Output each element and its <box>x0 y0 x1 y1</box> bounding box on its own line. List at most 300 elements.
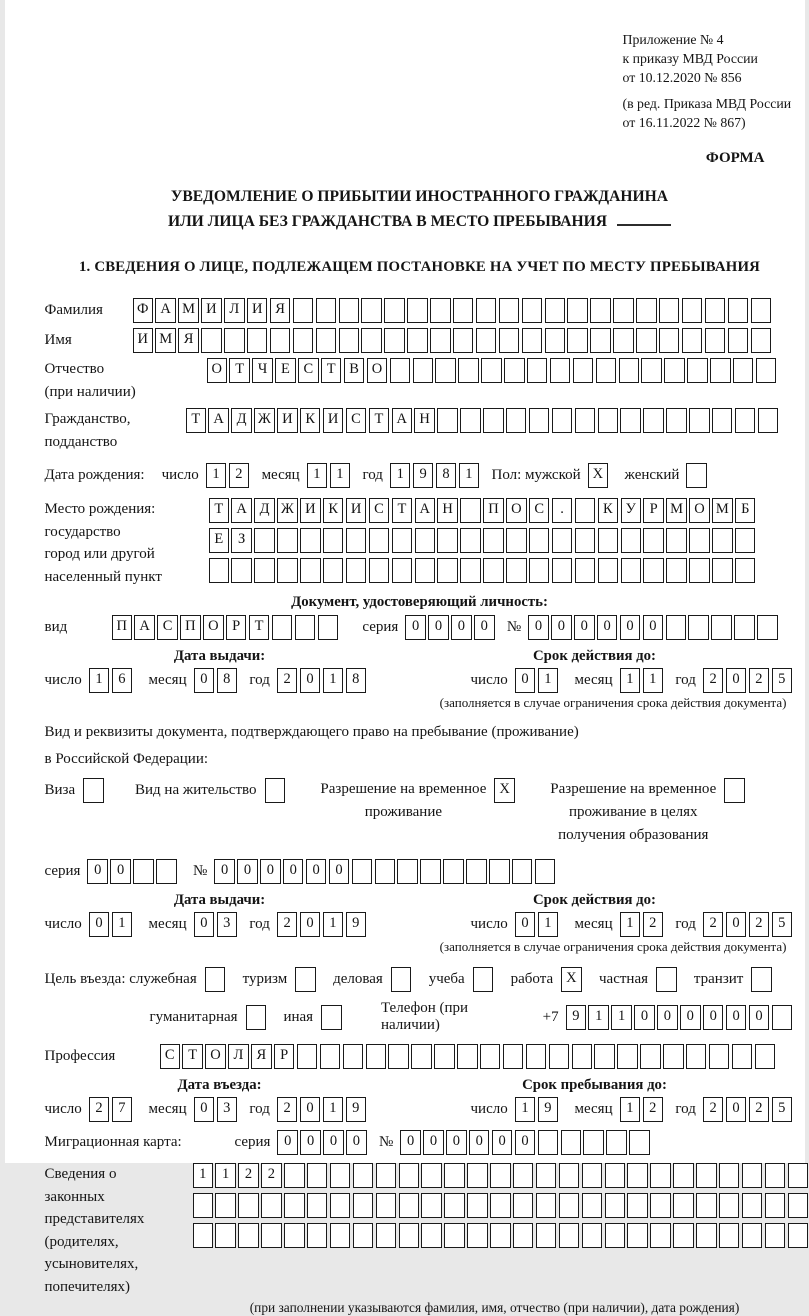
char-box[interactable]: Т <box>186 408 207 433</box>
char-box[interactable] <box>224 328 245 353</box>
char-box[interactable]: 0 <box>515 668 536 693</box>
char-box[interactable]: . <box>552 498 573 523</box>
char-box[interactable] <box>689 408 710 433</box>
char-box[interactable]: И <box>277 408 298 433</box>
char-box[interactable]: 0 <box>657 1005 678 1030</box>
char-box[interactable] <box>594 1044 615 1069</box>
char-box[interactable] <box>575 498 596 523</box>
char-box[interactable]: X <box>561 967 582 992</box>
char-box[interactable]: С <box>346 408 367 433</box>
char-box[interactable]: 8 <box>436 463 457 488</box>
char-box[interactable] <box>567 328 588 353</box>
char-box[interactable] <box>522 328 543 353</box>
char-box[interactable] <box>392 528 413 553</box>
char-box[interactable]: 2 <box>703 912 724 937</box>
char-box[interactable] <box>696 1193 717 1218</box>
char-box[interactable]: 0 <box>680 1005 701 1030</box>
char-box[interactable] <box>513 1193 534 1218</box>
char-box[interactable] <box>529 528 550 553</box>
char-box[interactable] <box>330 1163 351 1188</box>
char-box[interactable] <box>277 558 298 583</box>
char-box[interactable]: Р <box>643 498 664 523</box>
char-box[interactable]: 1 <box>112 912 133 937</box>
char-box[interactable] <box>687 358 708 383</box>
char-box[interactable] <box>696 1163 717 1188</box>
char-box[interactable] <box>636 298 657 323</box>
char-box[interactable] <box>650 1223 671 1248</box>
char-box[interactable]: 0 <box>749 1005 770 1030</box>
char-box[interactable]: 2 <box>261 1163 282 1188</box>
char-box[interactable] <box>613 298 634 323</box>
char-box[interactable] <box>617 1044 638 1069</box>
char-box[interactable]: 0 <box>194 668 215 693</box>
char-box[interactable] <box>483 558 504 583</box>
char-box[interactable]: 2 <box>643 1097 664 1122</box>
char-box[interactable] <box>247 328 268 353</box>
char-box[interactable] <box>712 558 733 583</box>
char-box[interactable]: 1 <box>538 912 559 937</box>
char-box[interactable]: 0 <box>446 1130 467 1155</box>
char-box[interactable]: Д <box>254 498 275 523</box>
char-box[interactable]: Я <box>270 298 291 323</box>
char-box[interactable]: X <box>588 463 609 488</box>
char-box[interactable] <box>366 1044 387 1069</box>
char-box[interactable] <box>321 1005 342 1030</box>
char-box[interactable]: 0 <box>528 615 549 640</box>
char-box[interactable] <box>529 558 550 583</box>
char-box[interactable] <box>719 1163 740 1188</box>
char-box[interactable] <box>420 859 441 884</box>
char-box[interactable]: П <box>112 615 133 640</box>
char-box[interactable]: 0 <box>214 859 235 884</box>
char-box[interactable] <box>573 358 594 383</box>
char-box[interactable]: X <box>494 778 515 803</box>
char-box[interactable] <box>513 1223 534 1248</box>
char-box[interactable]: Ж <box>254 408 275 433</box>
char-box[interactable]: 8 <box>217 668 238 693</box>
char-box[interactable] <box>733 358 754 383</box>
char-box[interactable] <box>444 1193 465 1218</box>
char-box[interactable] <box>270 328 291 353</box>
char-box[interactable]: 2 <box>277 912 298 937</box>
char-box[interactable] <box>664 358 685 383</box>
char-box[interactable] <box>453 328 474 353</box>
char-box[interactable] <box>605 1193 626 1218</box>
char-box[interactable] <box>757 615 778 640</box>
char-box[interactable] <box>751 298 772 323</box>
char-box[interactable] <box>598 528 619 553</box>
char-box[interactable]: 5 <box>772 912 793 937</box>
char-box[interactable] <box>397 859 418 884</box>
char-box[interactable] <box>300 558 321 583</box>
char-box[interactable]: 0 <box>87 859 108 884</box>
char-box[interactable] <box>627 1163 648 1188</box>
char-box[interactable]: Е <box>275 358 296 383</box>
char-box[interactable]: 6 <box>112 668 133 693</box>
char-box[interactable]: 0 <box>726 668 747 693</box>
char-box[interactable]: 1 <box>538 668 559 693</box>
char-box[interactable]: О <box>205 1044 226 1069</box>
char-box[interactable]: Д <box>231 408 252 433</box>
char-box[interactable] <box>582 1163 603 1188</box>
char-box[interactable]: 0 <box>474 615 495 640</box>
char-box[interactable] <box>421 1193 442 1218</box>
char-box[interactable]: 0 <box>260 859 281 884</box>
char-box[interactable]: Л <box>224 298 245 323</box>
char-box[interactable]: 0 <box>400 1130 421 1155</box>
char-box[interactable] <box>552 558 573 583</box>
char-box[interactable]: Н <box>414 408 435 433</box>
char-box[interactable] <box>582 1193 603 1218</box>
char-box[interactable]: 0 <box>469 1130 490 1155</box>
char-box[interactable] <box>755 1044 776 1069</box>
char-box[interactable]: Т <box>182 1044 203 1069</box>
char-box[interactable] <box>666 528 687 553</box>
char-box[interactable] <box>627 1223 648 1248</box>
char-box[interactable] <box>246 1005 267 1030</box>
char-box[interactable]: П <box>483 498 504 523</box>
char-box[interactable] <box>460 558 481 583</box>
char-box[interactable]: 0 <box>726 1005 747 1030</box>
char-box[interactable] <box>421 1163 442 1188</box>
char-box[interactable] <box>483 528 504 553</box>
char-box[interactable] <box>724 778 745 803</box>
char-box[interactable]: А <box>208 408 229 433</box>
char-box[interactable]: 0 <box>703 1005 724 1030</box>
char-box[interactable]: 8 <box>346 668 367 693</box>
char-box[interactable]: С <box>529 498 550 523</box>
char-box[interactable]: 0 <box>346 1130 367 1155</box>
char-box[interactable] <box>473 967 494 992</box>
char-box[interactable] <box>318 615 339 640</box>
char-box[interactable] <box>536 1193 557 1218</box>
char-box[interactable] <box>421 1223 442 1248</box>
char-box[interactable] <box>598 558 619 583</box>
char-box[interactable] <box>390 358 411 383</box>
char-box[interactable]: 1 <box>459 463 480 488</box>
char-box[interactable]: 1 <box>323 1097 344 1122</box>
char-box[interactable]: 2 <box>643 912 664 937</box>
char-box[interactable] <box>686 1044 707 1069</box>
char-box[interactable] <box>710 358 731 383</box>
char-box[interactable] <box>353 1163 374 1188</box>
char-box[interactable] <box>689 528 710 553</box>
char-box[interactable] <box>506 528 527 553</box>
char-box[interactable] <box>673 1193 694 1218</box>
char-box[interactable] <box>605 1163 626 1188</box>
char-box[interactable] <box>353 1193 374 1218</box>
char-box[interactable]: 0 <box>323 1130 344 1155</box>
char-box[interactable]: 2 <box>703 668 724 693</box>
char-box[interactable]: А <box>231 498 252 523</box>
char-box[interactable]: 2 <box>277 1097 298 1122</box>
char-box[interactable] <box>711 615 732 640</box>
char-box[interactable]: Т <box>229 358 250 383</box>
char-box[interactable] <box>696 1223 717 1248</box>
char-box[interactable] <box>620 408 641 433</box>
char-box[interactable]: 9 <box>346 1097 367 1122</box>
char-box[interactable]: М <box>712 498 733 523</box>
char-box[interactable] <box>156 859 177 884</box>
char-box[interactable] <box>712 528 733 553</box>
char-box[interactable]: Н <box>437 498 458 523</box>
char-box[interactable] <box>663 1044 684 1069</box>
char-box[interactable]: 1 <box>611 1005 632 1030</box>
char-box[interactable]: О <box>203 615 224 640</box>
char-box[interactable] <box>582 1223 603 1248</box>
char-box[interactable] <box>673 1223 694 1248</box>
char-box[interactable] <box>788 1163 809 1188</box>
char-box[interactable] <box>411 1044 432 1069</box>
char-box[interactable] <box>756 358 777 383</box>
char-box[interactable]: 7 <box>112 1097 133 1122</box>
char-box[interactable] <box>529 408 550 433</box>
char-box[interactable]: Б <box>735 498 756 523</box>
char-box[interactable] <box>376 1163 397 1188</box>
char-box[interactable] <box>343 1044 364 1069</box>
char-box[interactable] <box>307 1193 328 1218</box>
char-box[interactable] <box>483 408 504 433</box>
char-box[interactable] <box>238 1223 259 1248</box>
char-box[interactable]: Е <box>209 528 230 553</box>
char-box[interactable] <box>415 558 436 583</box>
char-box[interactable]: Т <box>249 615 270 640</box>
char-box[interactable]: О <box>689 498 710 523</box>
char-box[interactable]: И <box>346 498 367 523</box>
char-box[interactable]: О <box>207 358 228 383</box>
char-box[interactable]: 1 <box>390 463 411 488</box>
char-box[interactable]: 2 <box>229 463 250 488</box>
char-box[interactable] <box>590 328 611 353</box>
char-box[interactable] <box>353 1223 374 1248</box>
char-box[interactable] <box>467 1223 488 1248</box>
char-box[interactable] <box>567 298 588 323</box>
char-box[interactable]: 1 <box>323 912 344 937</box>
char-box[interactable] <box>480 1044 501 1069</box>
char-box[interactable] <box>728 298 749 323</box>
char-box[interactable] <box>458 358 479 383</box>
char-box[interactable] <box>561 1130 582 1155</box>
char-box[interactable]: 1 <box>620 668 641 693</box>
char-box[interactable] <box>742 1163 763 1188</box>
char-box[interactable]: 1 <box>89 668 110 693</box>
char-box[interactable]: У <box>621 498 642 523</box>
char-box[interactable] <box>527 358 548 383</box>
char-box[interactable] <box>765 1223 786 1248</box>
char-box[interactable]: 0 <box>551 615 572 640</box>
char-box[interactable]: С <box>298 358 319 383</box>
char-box[interactable]: О <box>506 498 527 523</box>
char-box[interactable]: 0 <box>194 1097 215 1122</box>
char-box[interactable]: 0 <box>634 1005 655 1030</box>
char-box[interactable] <box>705 298 726 323</box>
char-box[interactable] <box>765 1193 786 1218</box>
char-box[interactable]: 0 <box>574 615 595 640</box>
char-box[interactable] <box>536 1223 557 1248</box>
char-box[interactable] <box>575 558 596 583</box>
char-box[interactable] <box>261 1193 282 1218</box>
char-box[interactable] <box>443 859 464 884</box>
char-box[interactable] <box>399 1223 420 1248</box>
char-box[interactable] <box>293 298 314 323</box>
char-box[interactable] <box>549 1044 570 1069</box>
char-box[interactable] <box>361 328 382 353</box>
char-box[interactable] <box>550 358 571 383</box>
char-box[interactable] <box>399 1193 420 1218</box>
char-box[interactable]: 1 <box>323 668 344 693</box>
char-box[interactable]: Ч <box>252 358 273 383</box>
char-box[interactable] <box>732 1044 753 1069</box>
char-box[interactable] <box>457 1044 478 1069</box>
char-box[interactable]: 2 <box>749 668 770 693</box>
char-box[interactable] <box>215 1223 236 1248</box>
char-box[interactable]: 0 <box>306 859 327 884</box>
char-box[interactable]: И <box>201 298 222 323</box>
char-box[interactable] <box>330 1223 351 1248</box>
char-box[interactable] <box>673 1163 694 1188</box>
char-box[interactable]: Ж <box>277 498 298 523</box>
char-box[interactable] <box>742 1193 763 1218</box>
char-box[interactable]: Р <box>226 615 247 640</box>
char-box[interactable] <box>605 1223 626 1248</box>
char-box[interactable]: А <box>134 615 155 640</box>
char-box[interactable]: 0 <box>620 615 641 640</box>
char-box[interactable] <box>788 1223 809 1248</box>
char-box[interactable]: 2 <box>238 1163 259 1188</box>
char-box[interactable]: К <box>598 498 619 523</box>
char-box[interactable]: С <box>160 1044 181 1069</box>
char-box[interactable] <box>526 1044 547 1069</box>
char-box[interactable] <box>499 328 520 353</box>
char-box[interactable] <box>284 1223 305 1248</box>
char-box[interactable] <box>489 859 510 884</box>
char-box[interactable] <box>682 328 703 353</box>
char-box[interactable] <box>430 298 451 323</box>
char-box[interactable] <box>499 298 520 323</box>
char-box[interactable] <box>133 859 154 884</box>
char-box[interactable]: 1 <box>206 463 227 488</box>
char-box[interactable] <box>467 1163 488 1188</box>
char-box[interactable]: М <box>155 328 176 353</box>
char-box[interactable] <box>238 1193 259 1218</box>
char-box[interactable] <box>413 358 434 383</box>
char-box[interactable] <box>460 528 481 553</box>
char-box[interactable]: 1 <box>643 668 664 693</box>
char-box[interactable] <box>689 558 710 583</box>
char-box[interactable]: Т <box>321 358 342 383</box>
char-box[interactable] <box>316 328 337 353</box>
char-box[interactable] <box>666 615 687 640</box>
char-box[interactable]: 0 <box>300 1130 321 1155</box>
char-box[interactable] <box>606 1130 627 1155</box>
char-box[interactable] <box>369 558 390 583</box>
char-box[interactable]: 0 <box>515 912 536 937</box>
char-box[interactable] <box>384 298 405 323</box>
char-box[interactable]: А <box>415 498 436 523</box>
char-box[interactable] <box>481 358 502 383</box>
char-box[interactable] <box>361 298 382 323</box>
char-box[interactable] <box>490 1163 511 1188</box>
char-box[interactable]: Т <box>209 498 230 523</box>
char-box[interactable] <box>552 408 573 433</box>
char-box[interactable] <box>575 528 596 553</box>
char-box[interactable]: 1 <box>620 1097 641 1122</box>
char-box[interactable] <box>316 298 337 323</box>
char-box[interactable] <box>193 1193 214 1218</box>
char-box[interactable]: 1 <box>193 1163 214 1188</box>
char-box[interactable] <box>460 498 481 523</box>
char-box[interactable] <box>513 1163 534 1188</box>
char-box[interactable] <box>430 328 451 353</box>
char-box[interactable] <box>437 408 458 433</box>
char-box[interactable] <box>659 328 680 353</box>
char-box[interactable] <box>656 967 677 992</box>
char-box[interactable]: 0 <box>300 912 321 937</box>
char-box[interactable] <box>751 967 772 992</box>
char-box[interactable]: 1 <box>515 1097 536 1122</box>
char-box[interactable]: 0 <box>329 859 350 884</box>
char-box[interactable]: 9 <box>566 1005 587 1030</box>
char-box[interactable] <box>572 1044 593 1069</box>
char-box[interactable] <box>682 298 703 323</box>
char-box[interactable]: 0 <box>300 668 321 693</box>
char-box[interactable]: 0 <box>283 859 304 884</box>
char-box[interactable] <box>437 528 458 553</box>
char-box[interactable] <box>466 859 487 884</box>
char-box[interactable] <box>391 967 412 992</box>
char-box[interactable] <box>307 1163 328 1188</box>
char-box[interactable] <box>330 1193 351 1218</box>
char-box[interactable] <box>193 1223 214 1248</box>
char-box[interactable] <box>709 1044 730 1069</box>
char-box[interactable] <box>392 558 413 583</box>
char-box[interactable] <box>559 1193 580 1218</box>
char-box[interactable] <box>545 328 566 353</box>
char-box[interactable] <box>307 1223 328 1248</box>
char-box[interactable] <box>666 408 687 433</box>
char-box[interactable] <box>435 358 456 383</box>
char-box[interactable] <box>688 615 709 640</box>
char-box[interactable]: 0 <box>726 1097 747 1122</box>
char-box[interactable] <box>293 328 314 353</box>
char-box[interactable]: 0 <box>451 615 472 640</box>
char-box[interactable]: 0 <box>515 1130 536 1155</box>
char-box[interactable]: С <box>369 498 390 523</box>
char-box[interactable]: И <box>300 498 321 523</box>
char-box[interactable]: К <box>300 408 321 433</box>
char-box[interactable] <box>559 1223 580 1248</box>
char-box[interactable]: З <box>231 528 252 553</box>
char-box[interactable] <box>659 298 680 323</box>
char-box[interactable] <box>619 358 640 383</box>
char-box[interactable]: И <box>133 328 154 353</box>
char-box[interactable] <box>545 298 566 323</box>
char-box[interactable] <box>712 408 733 433</box>
char-box[interactable] <box>346 558 367 583</box>
char-box[interactable]: 1 <box>215 1163 236 1188</box>
char-box[interactable] <box>444 1163 465 1188</box>
char-box[interactable] <box>300 528 321 553</box>
char-box[interactable] <box>719 1223 740 1248</box>
char-box[interactable] <box>734 615 755 640</box>
char-box[interactable] <box>295 615 316 640</box>
char-box[interactable] <box>437 558 458 583</box>
char-box[interactable]: И <box>247 298 268 323</box>
char-box[interactable]: Я <box>251 1044 272 1069</box>
char-box[interactable] <box>339 328 360 353</box>
char-box[interactable]: Р <box>274 1044 295 1069</box>
char-box[interactable] <box>201 328 222 353</box>
